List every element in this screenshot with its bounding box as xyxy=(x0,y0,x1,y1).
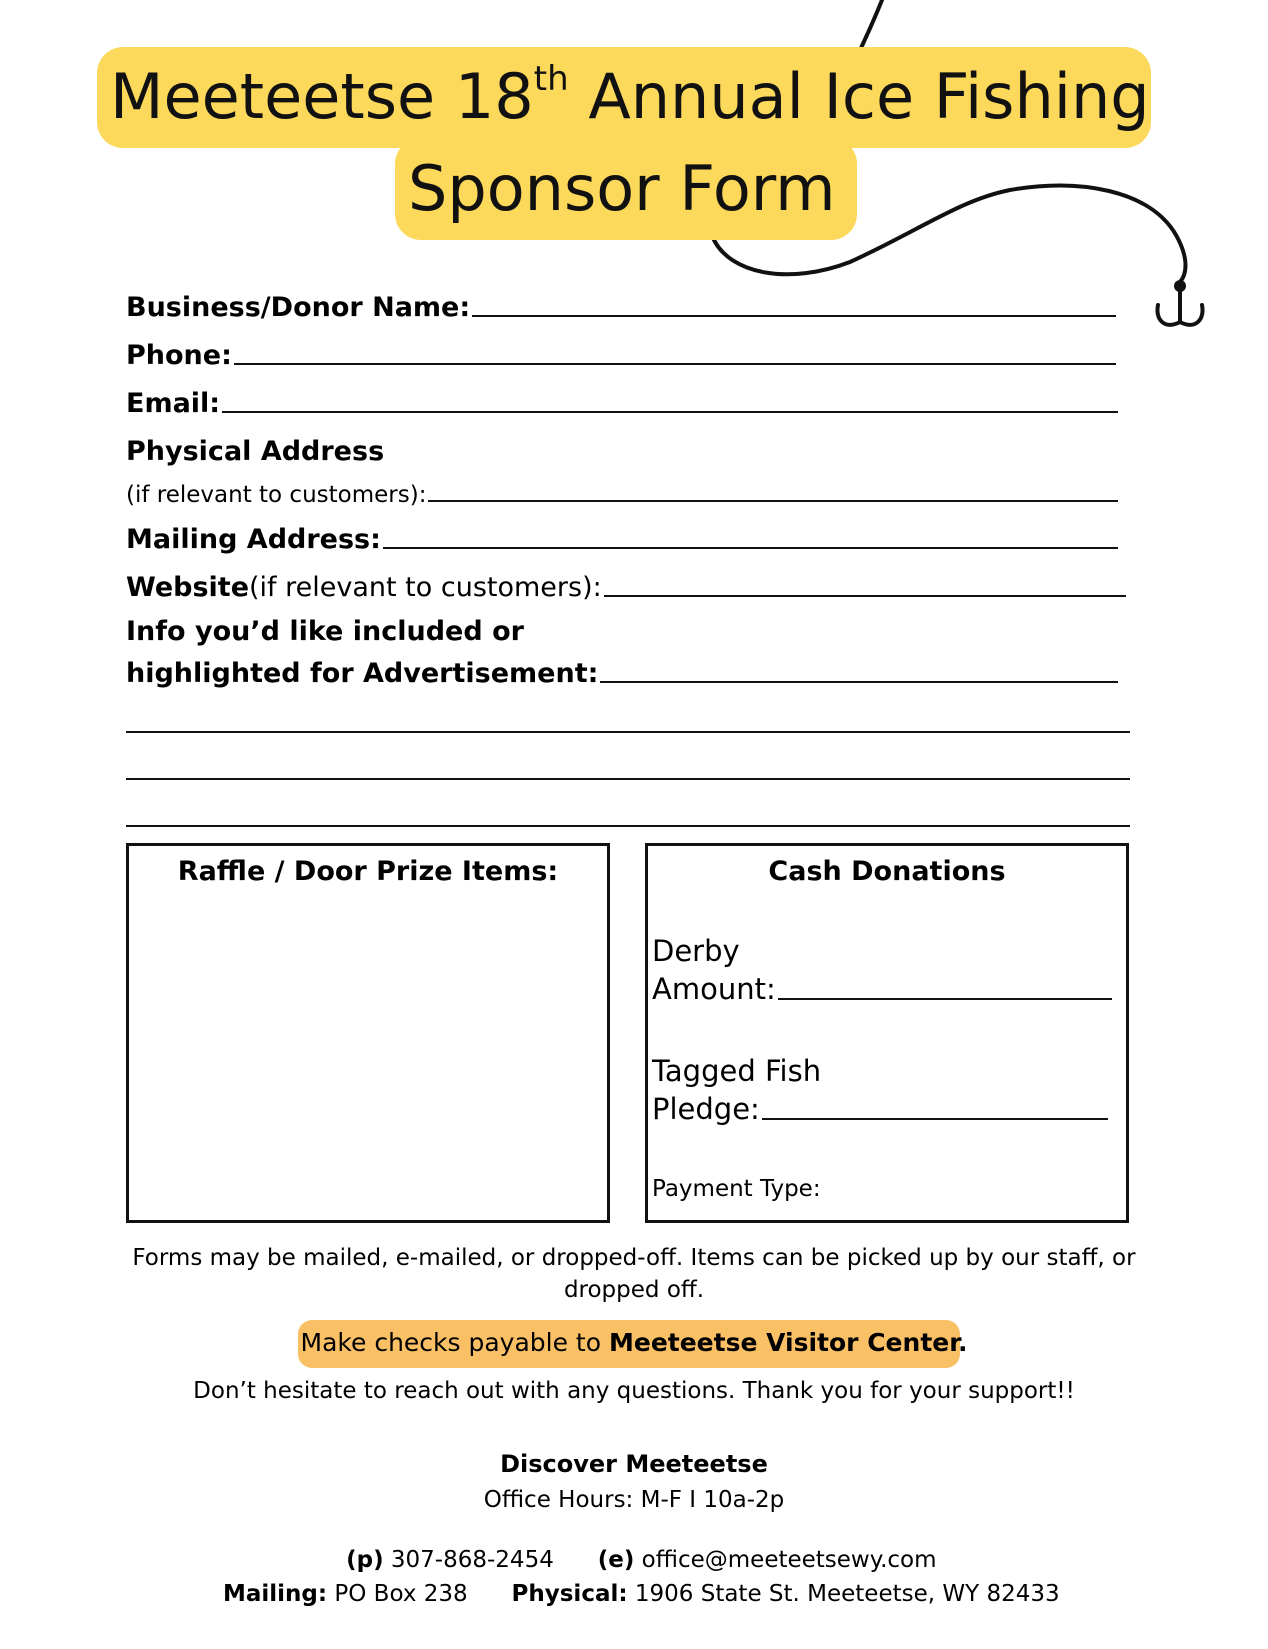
footer-addresses: Mailing: PO Box 238 Physical: 1906 State St. Meeteetse, WY 82433 xyxy=(222,1581,1060,1607)
footer-hours: Office Hours: M-F I 10a-2p xyxy=(483,1487,785,1513)
footer-org-name: Discover Meeteetse xyxy=(500,1450,768,1478)
physical-address-field[interactable]: (if relevant to customers): xyxy=(126,482,1118,508)
website-field[interactable]: Website (if relevant to customers): xyxy=(126,572,1126,603)
advertisement-line-4[interactable] xyxy=(126,825,1130,827)
tagged-fish-pledge-field[interactable]: Pledge: xyxy=(652,1092,1108,1126)
mailing-address-field[interactable]: Mailing Address: xyxy=(126,524,1118,555)
raffle-items-title: Raffle / Door Prize Items: xyxy=(177,856,559,887)
advertisement-line-3[interactable] xyxy=(126,778,1130,780)
thanks-note: Don’t hesitate to reach out with any questions. Thank you for your support!! xyxy=(193,1378,1075,1404)
cash-donations-title: Cash Donations xyxy=(768,856,1006,887)
business-name-field[interactable]: Business/Donor Name: xyxy=(126,292,1116,323)
raffle-items-box[interactable] xyxy=(126,843,610,1223)
forms-note: Forms may be mailed, e-mailed, or dropped-off. Items can be picked up by our staff, or dropped off. xyxy=(132,1245,1136,1303)
cash-donations-box xyxy=(645,843,1129,1223)
advertisement-line-2[interactable] xyxy=(126,731,1130,733)
advertisement-info-field[interactable]: highlighted for Advertisement: xyxy=(126,658,1118,689)
tagged-fish-label: Tagged Fish xyxy=(652,1054,822,1088)
physical-address-label: Physical Address xyxy=(126,436,385,467)
page-title-line1: Meeteetse 18th Annual Ice Fishing xyxy=(110,59,1150,133)
derby-amount-field[interactable]: Amount: xyxy=(652,972,1112,1006)
page-title-line2: Sponsor Form xyxy=(408,152,836,225)
checks-payable-note: Make checks payable to Meeteetse Visitor Center. xyxy=(300,1328,968,1357)
email-field[interactable]: Email: xyxy=(126,388,1118,419)
derby-label: Derby xyxy=(652,934,740,968)
fishing-hook-icon xyxy=(1157,280,1202,325)
payment-type-field[interactable]: Payment Type: xyxy=(652,1176,821,1202)
footer-contact: (p) 307-868-2454 (e) office@meeteetsewy.com xyxy=(346,1547,937,1573)
phone-field[interactable]: Phone: xyxy=(126,340,1116,371)
advertisement-info-label: Info you’d like included or xyxy=(126,616,524,647)
